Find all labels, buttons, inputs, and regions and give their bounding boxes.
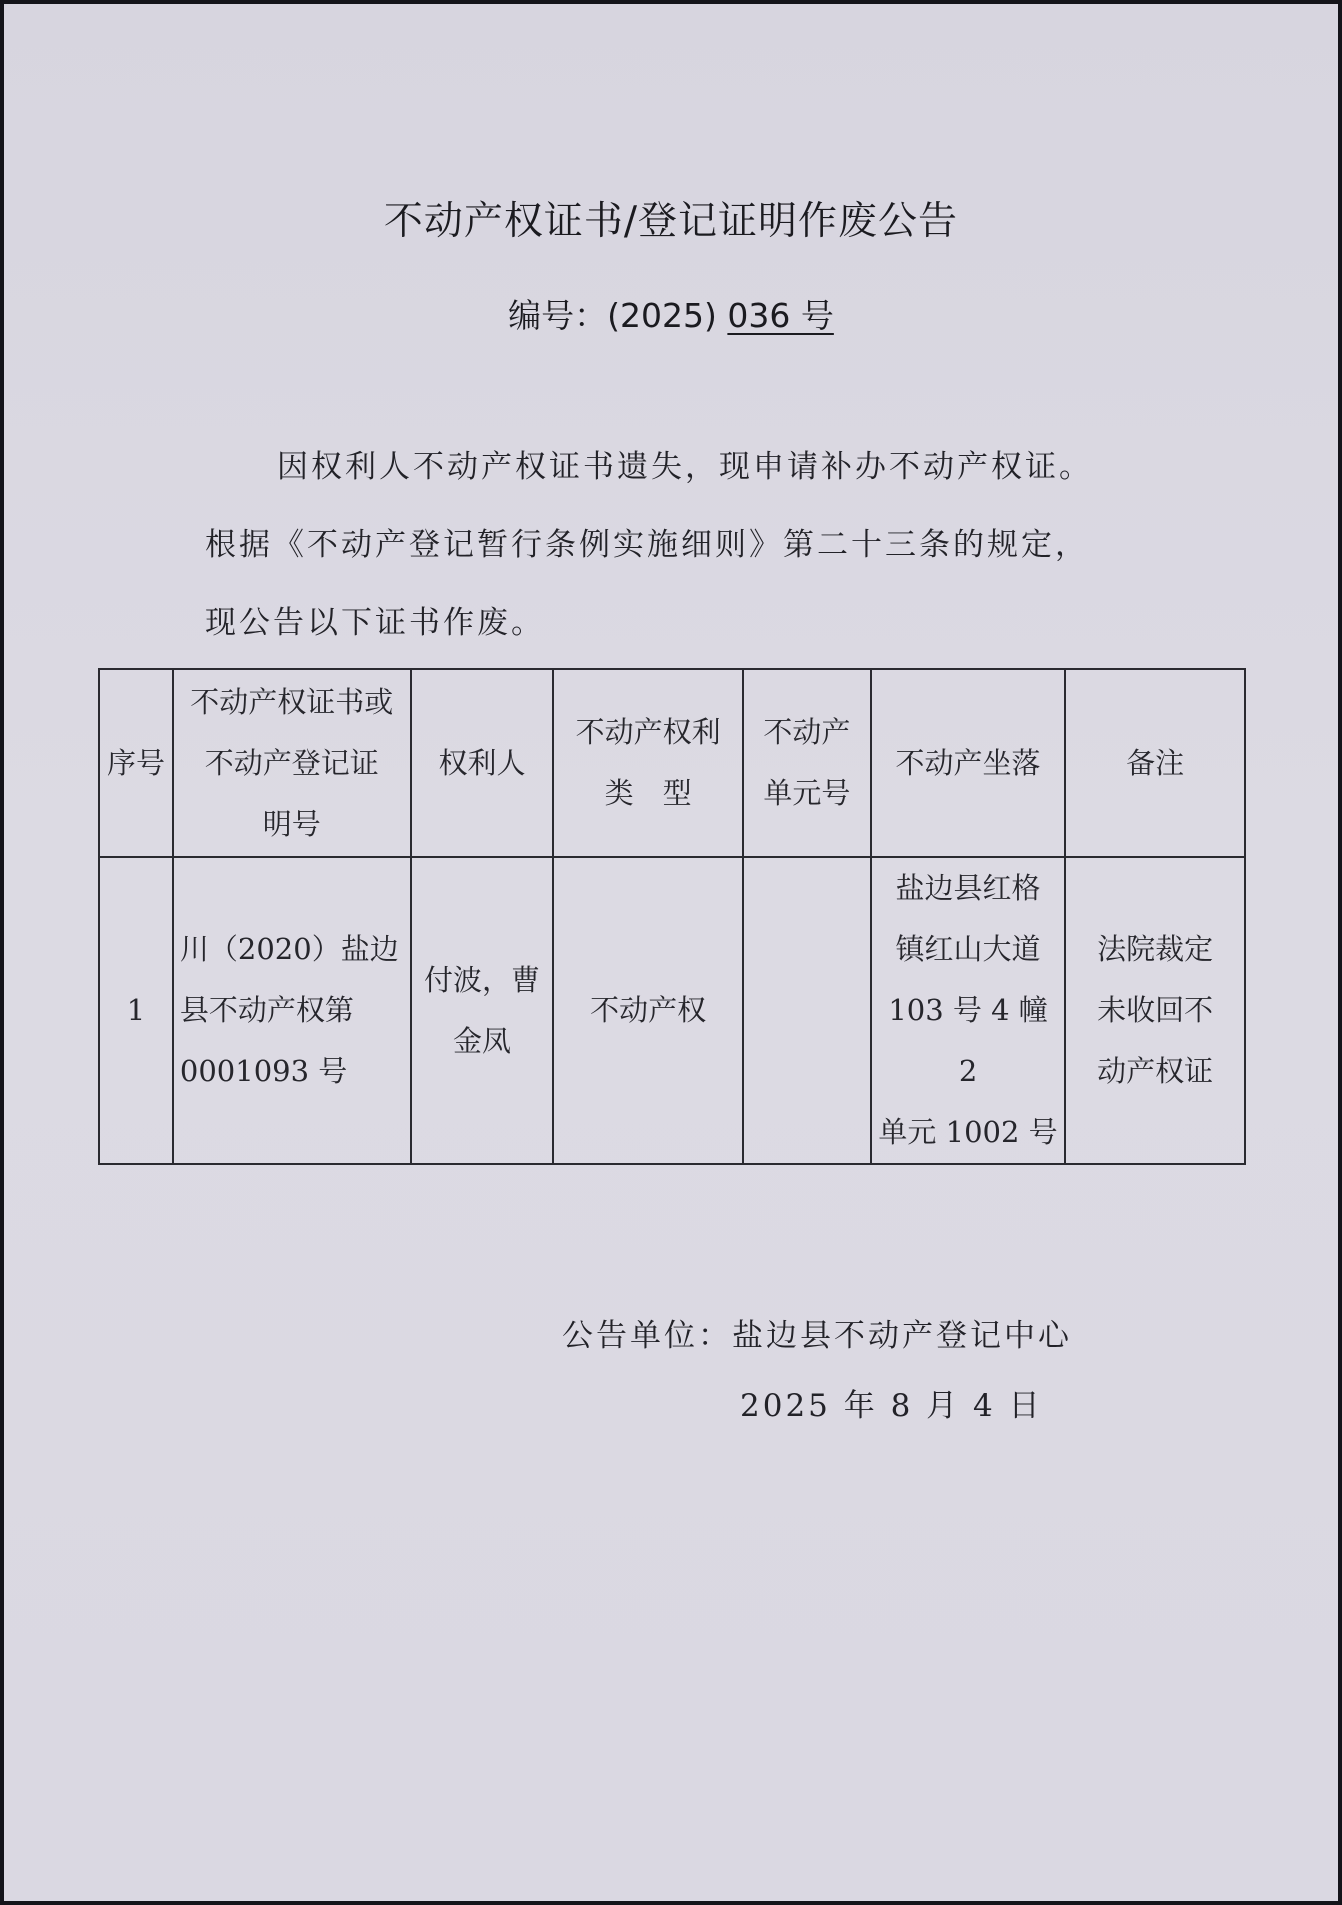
- cell-right-type: 不动产权: [553, 857, 743, 1164]
- voided-certificates-table: [98, 668, 1246, 1165]
- cell-remark: 法院裁定 未收回不 动产权证: [1065, 857, 1245, 1164]
- document-title: 不动产权证书/登记证明作废公告: [383, 199, 959, 244]
- body-line: 因权利人不动产权证书遗失，现申请补办不动产权证。: [277, 449, 1093, 485]
- table-row: [99, 857, 1245, 1164]
- cell-location: 盐边县红格 镇红山大道 103 号 4 幢 2 单元 1002 号: [871, 857, 1066, 1164]
- header-cert-no: 不动产权证书或 不动产登记证 明号: [173, 669, 411, 857]
- issue-date: 2025 年 8 月 4 日: [740, 1388, 1043, 1424]
- header-location: 不动产坐落: [871, 669, 1066, 857]
- header-holder: 权利人: [411, 669, 554, 857]
- issuing-unit: 公告单位：盐边县不动产登记中心: [562, 1318, 1072, 1354]
- body-line: 根据《不动产登记暂行条例实施细则》第二十三条的规定，: [205, 527, 1089, 563]
- document-number: [0, 290, 1342, 337]
- notice-body: [205, 428, 1165, 662]
- document-number-prefix: 编号：(2025): [508, 296, 717, 335]
- cell-cert-no: 川（2020）盐边 县不动产权第 0001093 号: [173, 857, 411, 1164]
- cell-seq: 1: [99, 857, 173, 1164]
- document-number-value: 036 号: [727, 296, 834, 335]
- header-right-type: 不动产权利 类 型: [553, 669, 743, 857]
- header-seq: 序号: [99, 669, 173, 857]
- body-line: 现公告以下证书作废。: [205, 605, 545, 641]
- cell-unit-no: [743, 857, 871, 1164]
- header-remark: 备注: [1065, 669, 1245, 857]
- cell-holder: 付波，曹 金凤: [411, 857, 554, 1164]
- table-header-row: [99, 669, 1245, 857]
- header-unit-no: 不动产 单元号: [743, 669, 871, 857]
